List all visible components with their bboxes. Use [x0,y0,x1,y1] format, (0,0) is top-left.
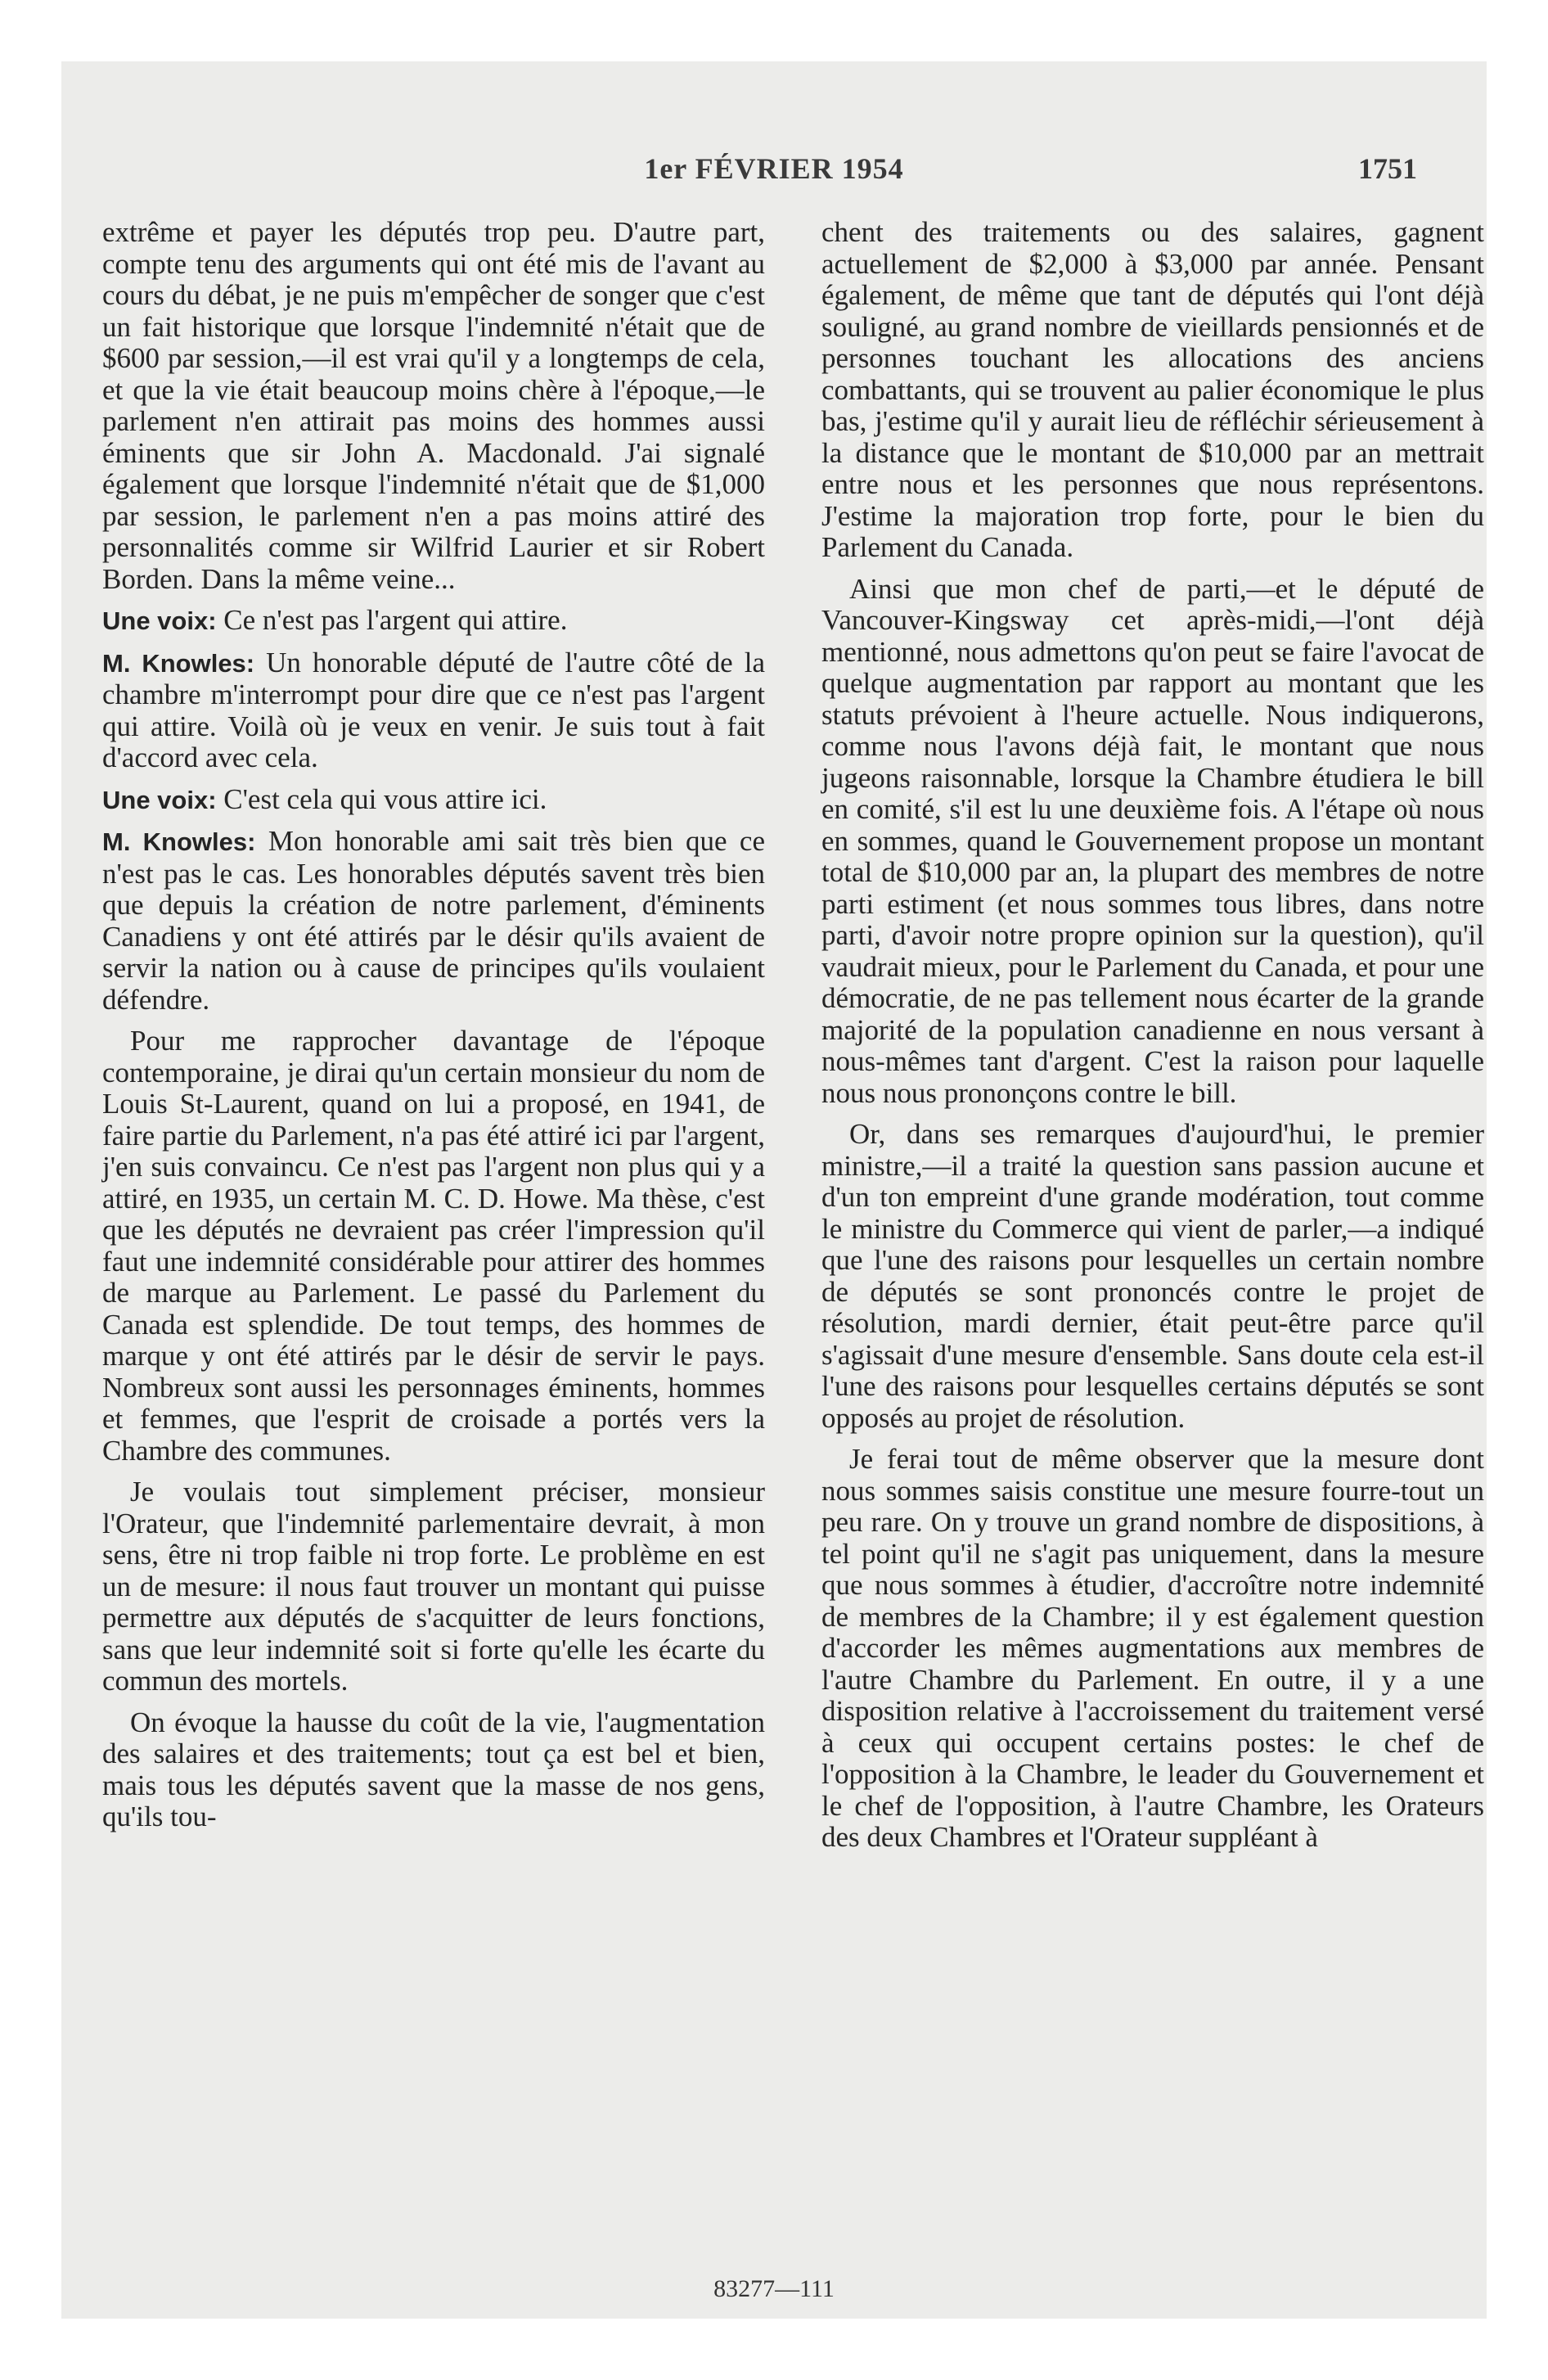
paragraph [102,1025,765,1467]
paragraph [102,1707,765,1833]
paragraph-text: Ainsi que mon chef de parti,—et le député de Vancouver-Kingsway cet après-midi,—l'ont déjà mentionné, nous admettons qu'on peut se faire l'avocat de quelque augmentation par rapport au montant que les statuts prévoient à l'heure actuelle. Nous indiquerons, comme nous l'avons déjà fait, le montant que nous jugeons raisonnable, lorsque la Chambre étudiera le bill en comité, s'il est lu une deuxième fois. A l'étape où nous en sommes, quand le Gouvernement propose un montant total de $10,000 par an, la plupart des membres de notre parti estiment (et nous sommes tous libres, dans notre parti, d'avoir notre propre opinion sur la question), qu'il vaudrait mieux, pour le Parlement du Canada, et pour une démocratie, de ne pas tellement nous écarter de la grande majorité de la population canadienne en nous versant à nous-mêmes tant d'argent. C'est la raison pour laquelle nous nous prononçons contre le bill. [821,572,1484,1109]
paragraph [821,1444,1484,1854]
paragraph-text: Je ferai tout de même observer que la mesure dont nous sommes saisis constitue une mesure fourre-tout un peu rare. On y trouve un grand nombre de dispositions, à tel point qu'il ne s'agit pas uniquement, dans la mesure que nous sommes à étudier, d'accroître notre indemnité de membres de la Chambre; il y est également question d'accorder les mêmes augmentations aux membres de l'autre Chambre du Parlement. En outre, il y a une disposition relative à l'accroissement du traitement versé à ceux qui occupent certains postes: le chef de l'opposition à la Chambre, le leader du Gouvernement et le chef de l'opposition, à l'autre Chambre, les Orateurs des deux Chambres et l'Orateur suppléant à [821,1443,1484,1853]
paragraph [102,784,765,817]
paragraph [102,826,765,1016]
speaker-name: Une voix: [102,606,217,635]
paragraph-text: chent des traitements ou des salaires, gagnent actuellement de $2,000 à $3,000 par année. Pensant également, de même que tant de députés qui l'ont déjà souligné, au grand nombre de vieillards pensionnés et de personnes touchant les allocations des anciens combattants, qui se trouvent au palier économique le plus bas, j'estime qu'il y aurait lieu de réfléchir sérieusement à la distance que le montant de $10,000 par an mettrait entre nous et les personnes que nous représentons. J'estime la majoration trop forte, pour le bien du Parlement du Canada. [821,216,1484,563]
speaker-name: Une voix: [102,785,217,814]
paragraph-text: On évoque la hausse du coût de la vie, l'augmentation des salaires et des traitements; tout ça est bel et bien, mais tous les députés savent que la masse de nos gens, qu'ils tou- [102,1706,765,1832]
speaker-name: M. Knowles: [102,648,255,678]
paragraph-text: Pour me rapprocher davantage de l'époque contemporaine, je dirai qu'un certain monsieur du nom de Louis St-Laurent, quand on lui a proposé, en 1941, de faire partie du Parlement, n'a pas été attiré ici par l'argent, j'en suis convaincu. Ce n'est pas l'argent non plus qui y a attiré, en 1935, un certain M. C. D. Howe. Ma thèse, c'est que les députés ne devraient pas créer l'impression qu'il faut une indemnité considérable pour attirer des hommes de marque au Parlement. Le passé du Parlement du Canada est splendide. De tout temps, des hommes de marque y ont été attirés par le désir de servir le pays. Nombreux sont aussi les personnages éminents, hommes et femmes, que l'esprit de croisade a portés vers la Chambre des communes. [102,1025,765,1467]
page-sheet [61,61,1487,2319]
paragraph-text: Ce n'est pas l'argent qui attire. [216,604,568,636]
page-header [61,151,1487,201]
left-column [102,217,765,1843]
paragraph [821,1119,1484,1434]
paragraph-text: C'est cela qui vous attire ici. [216,782,547,815]
paragraph-text: Or, dans ses remarques d'aujourd'hui, le premier ministre,—il a traité la question sans passion aucune et d'un ton empreint d'une grande modération, tout comme le ministre du Commerce qui vient de parler,—a indiqué que l'une des raisons pour lesquelles un certain nombre de députés se sont prononcés contre le projet de résolution, mardi dernier, était peut-être parce qu'il s'agissait d'une mesure d'ensemble. Sans doute cela est-il l'une des raisons pour lesquelles certains députés se sont opposés au projet de résolution. [821,1118,1484,1434]
header-date: 1er FÉVRIER 1954 [644,152,904,185]
paragraph [102,605,765,638]
paragraph [102,1476,765,1697]
paragraph [821,217,1484,564]
paragraph [102,647,765,774]
paragraph [102,217,765,595]
page-number: 1751 [1358,152,1417,185]
paragraph-text: extrême et payer les députés trop peu. D'autre part, compte tenu des arguments qui ont été mis de l'avant au cours du débat, je ne puis m'empêcher de songer que c'est un fait historique que lorsque l'indemnité n'était que de $600 par session,—il est vrai qu'il y a longtemps de cela, et que la vie était beaucoup moins chère à l'époque,—le parlement n'en attirait pas moins des hommes aussi éminents que sir John A. Macdonald. J'ai signalé également que lorsque l'indemnité n'était que de $1,000 par session, le parlement n'en a pas moins attiré des personnalités comme sir Wilfrid Laurier et sir Robert Borden. Dans la même veine... [102,216,765,595]
speaker-name: M. Knowles: [102,827,256,856]
paragraph [821,574,1484,1110]
footer-reference: 83277—111 [713,2275,835,2302]
paragraph-text: Un honorable député de l'autre côté de la chambre m'interrompt pour dire que ce n'est pas l'argent qui attire. Voilà où je veux en venir. Je suis tout à fait d'accord avec cela. [102,646,765,773]
paragraph-text: Mon honorable ami sait très bien que ce n'est pas le cas. Les honorables députés savent très bien que depuis la création de notre parlement, d'éminents Canadiens y ont été attirés par le désir qu'ils avaient de servir la nation ou à cause de principes qu'ils voulaient défendre. [102,825,765,1016]
right-column [821,217,1484,1864]
paragraph-text: Je voulais tout simplement préciser, monsieur l'Orateur, que l'indemnité parlementaire devrait, à mon sens, être ni trop faible ni trop forte. Le problème en est un de mesure: il nous faut trouver un montant qui puisse permettre aux députés de s'acquitter de leurs fonctions, sans que leur indemnité soit si forte qu'elle les écarte du commun des mortels. [102,1476,765,1697]
